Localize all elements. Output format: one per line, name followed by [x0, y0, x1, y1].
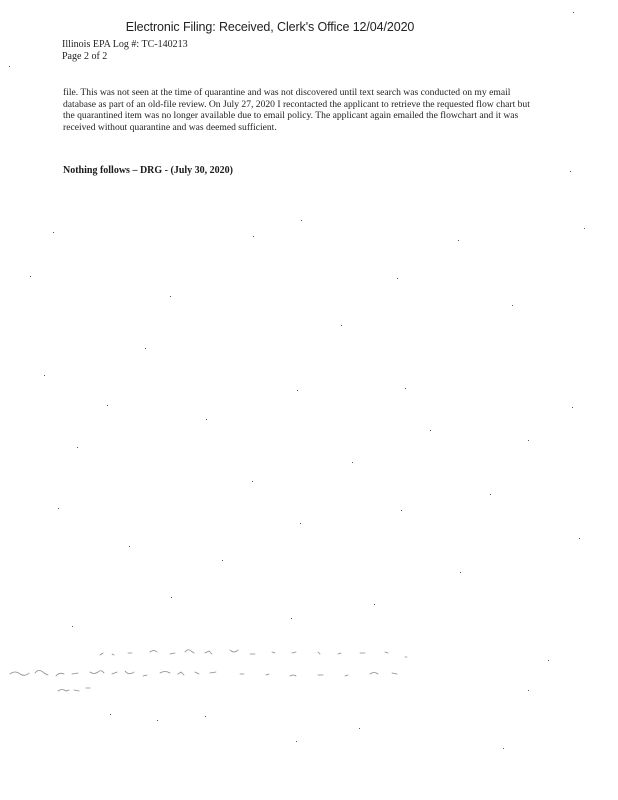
log-number: Illinois EPA Log #: TC-140213	[62, 39, 188, 50]
body-paragraph: file. This was not seen at the time of quarantine and was not discovered until text search was conducted on my email database as part of an old-file review. On July 27, 2020 I recontacted the applicant to retrieve the requested flow chart but the quarantined item was no longer available due to email policy. The applicant again emailed the flowchart and it was received without quarantine and was deemed sufficient.	[63, 87, 530, 133]
closing-line: Nothing follows – DRG - (July 30, 2020)	[63, 165, 234, 176]
page-number: Page 2 of 2	[62, 51, 108, 62]
faint-scan-residue	[0, 640, 430, 710]
electronic-filing-stamp: Electronic Filing: Received, Clerk's Office 12/04/2020	[125, 20, 415, 34]
document-header	[62, 39, 188, 63]
